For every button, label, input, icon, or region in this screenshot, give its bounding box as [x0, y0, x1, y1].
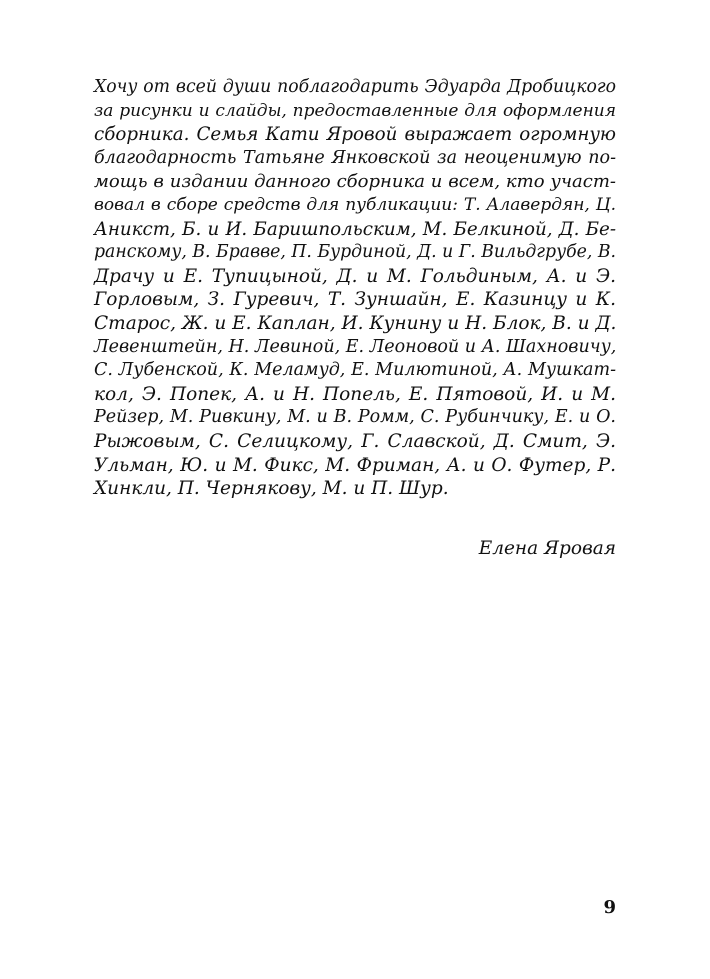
- text-line: Драчу и Е. Тупицыной, Д. и М. Гольдиным, А. и Э.: [94, 265, 616, 287]
- text-line: Хочу от всей души поблагодарить Эдуарда Дробицкого: [94, 77, 616, 97]
- text-line: Горловым, З. Гуревич, Т. Зуншайн, Е. Казинцу и К.: [94, 289, 616, 311]
- text-line: вовал в сборе средств для публикации: Т. Алавердян, Ц.: [94, 194, 616, 215]
- author-signature: Елена Яровая: [478, 538, 616, 559]
- text-line: Ульман, Ю. и М. Фикс, М. Фриман, А. и О. Футер, Р.: [94, 454, 616, 476]
- text-line: Рыжовым, С. Селицкому, Г. Славской, Д. Смит, Э.: [94, 430, 616, 452]
- text-line: за рисунки и слайды, предоставленные для оформления: [94, 100, 616, 121]
- page-number: 9: [603, 897, 616, 918]
- text-line: Старос, Ж. и Е. Каплан, И. Кунину и Н. Блок, В. и Д.: [94, 312, 617, 334]
- text-line: кол, Э. Попек, А. и Н. Попель, Е. Пятовой, И. и М.: [94, 383, 616, 405]
- acknowledgment-paragraph: [94, 76, 616, 501]
- text-line: ранскому, В. Бравве, П. Бурдиной, Д. и Г. Вильдгрубе, В.: [94, 242, 616, 263]
- text-line: мощь в издании данного сборника и всем, кто участ-: [94, 171, 616, 193]
- text-line: Рейзер, М. Ривкину, М. и В. Ромм, С. Рубинчику, Е. и О.: [94, 407, 616, 428]
- text-line: С. Лубенской, К. Меламуд, Е. Милютиной, А. Мушкат-: [94, 360, 616, 381]
- text-line: Аникст, Б. и И. Баришпольским, М. Белкиной, Д. Бе-: [94, 218, 616, 240]
- text-line: Левенштейн, Н. Левиной, Е. Леоновой и А. Шахновичу,: [94, 336, 617, 357]
- text-line: благодарность Татьяне Янковской за неоценимую по-: [94, 147, 616, 168]
- text-line-last: Хинкли, П. Чернякову, М. и П. Шур.: [94, 478, 449, 500]
- text-line: сборника. Семья Кати Яровой выражает огромную: [94, 124, 616, 146]
